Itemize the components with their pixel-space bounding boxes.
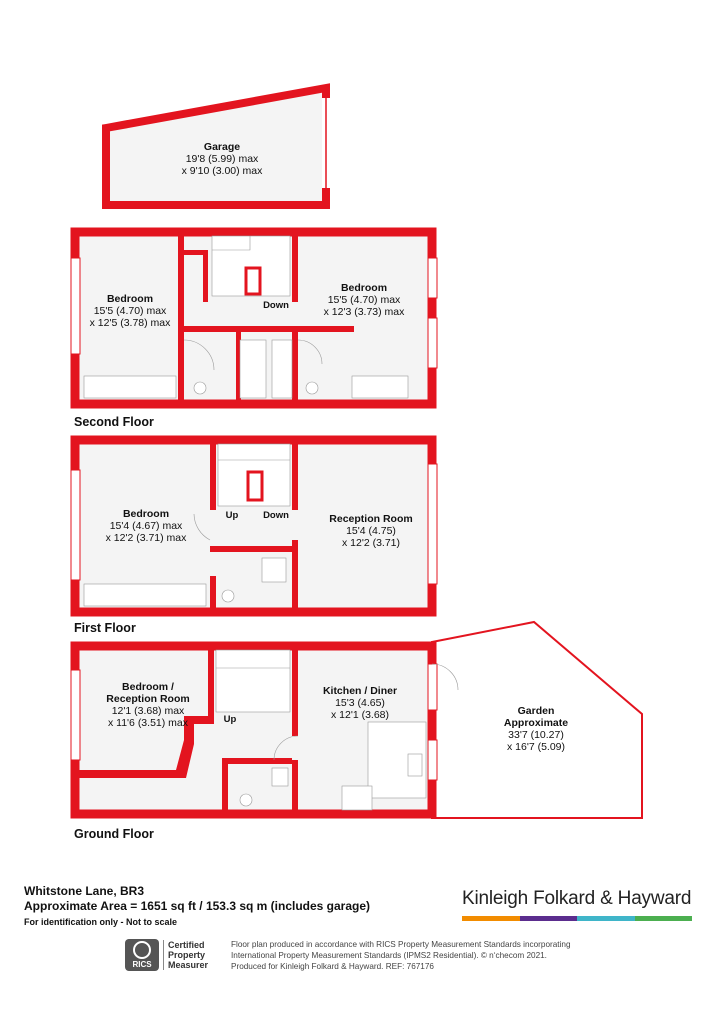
ff-bedroom-size-1: 15'4 (4.67) max [109, 520, 183, 532]
first-floor [71, 440, 437, 612]
rics-line-1: Certified [168, 940, 205, 950]
sf-bedroom-left-name: Bedroom [106, 293, 154, 305]
garden-name: Garden [517, 705, 555, 717]
sf-bedroom-left-size-2: x 12'5 (3.78) max [89, 317, 171, 329]
gf-kitchen-size-1: 15'3 (4.65) [335, 697, 385, 709]
gf-bedroom-name: Bedroom / [122, 681, 174, 693]
gf-kitchen-name: Kitchen / Diner [322, 685, 398, 697]
rics-line-3: Measurer [168, 960, 209, 970]
disclaimer-line-3: Produced for Kinleigh Folkard & Hayward. REF: 767176 [231, 962, 434, 971]
sf-bedroom-right-size-1: 15'5 (4.70) max [327, 294, 401, 306]
garden-size-1: 33'7 (10.27) [508, 729, 564, 741]
rics-line-2: Property [168, 950, 206, 960]
gf-stairs-up: Up [223, 714, 237, 725]
gf-kitchen-size-2: x 12'1 (3.68) [330, 709, 390, 721]
ff-bedroom-size-2: x 12'2 (3.71) max [105, 532, 187, 544]
rics-badge-text: RICS [132, 960, 152, 969]
sf-bedroom-right-size-2: x 12'3 (3.73) max [323, 306, 405, 318]
ground-floor-label: Ground Floor [74, 827, 154, 841]
ground-floor [71, 622, 642, 818]
brand-bar-purple [520, 916, 578, 921]
brand-bar-orange [462, 916, 520, 921]
ff-stairs-up: Up [225, 510, 239, 521]
second-floor [71, 232, 437, 404]
rics-emblem-icon [133, 941, 151, 959]
sf-bedroom-left-size-1: 15'5 (4.70) max [93, 305, 167, 317]
brand-color-bar [462, 916, 692, 921]
agent-brand [462, 888, 692, 921]
ff-reception-size-2: x 12'2 (3.71) [341, 537, 401, 549]
brand-name: Kinleigh Folkard & Hayward [462, 888, 692, 909]
garage-size-2: x 9'10 (3.00) max [181, 165, 263, 177]
disclaimer-line-2: International Property Measurement Standards (IPMS2 Residential). © n‘checom 2021. [231, 951, 547, 960]
brand-bar-green [635, 916, 693, 921]
rics-logo [125, 938, 225, 972]
approximate-area: Approximate Area = 1651 sq ft / 153.3 sq m (includes garage) [24, 899, 371, 913]
rics-badge [125, 939, 159, 971]
ff-stairs-down: Down [263, 510, 289, 521]
disclaimer [231, 939, 591, 972]
sf-bedroom-right-name: Bedroom [340, 282, 388, 294]
garden-size-2: x 16'7 (5.09) [506, 741, 566, 753]
identification-note: For identification only - Not to scale [24, 917, 178, 927]
ff-bedroom-name: Bedroom [122, 508, 170, 520]
disclaimer-line-1: Floor plan produced in accordance with RICS Property Measurement Standards incorporating [231, 940, 571, 949]
sf-stairs-down: Down [263, 300, 289, 311]
gf-bedroom-size-1: 12'1 (3.68) max [111, 705, 185, 717]
ff-reception-name: Reception Room [329, 513, 413, 525]
garage [106, 88, 330, 205]
garage-name: Garage [203, 141, 241, 153]
garage-size-1: 19'8 (5.99) max [185, 153, 259, 165]
first-floor-label: First Floor [74, 621, 136, 635]
property-info [24, 884, 370, 927]
brand-bar-teal [577, 916, 635, 921]
gf-bedroom-name-2: Reception Room [106, 693, 190, 705]
rics-certified-text [163, 940, 208, 970]
ff-reception-size-1: 15'4 (4.75) [346, 525, 396, 537]
garden-name-2: Approximate [503, 717, 569, 729]
gf-bedroom-size-2: x 11'6 (3.51) max [107, 717, 189, 729]
second-floor-label: Second Floor [74, 415, 154, 429]
property-address: Whitstone Lane, BR3 [24, 884, 145, 898]
